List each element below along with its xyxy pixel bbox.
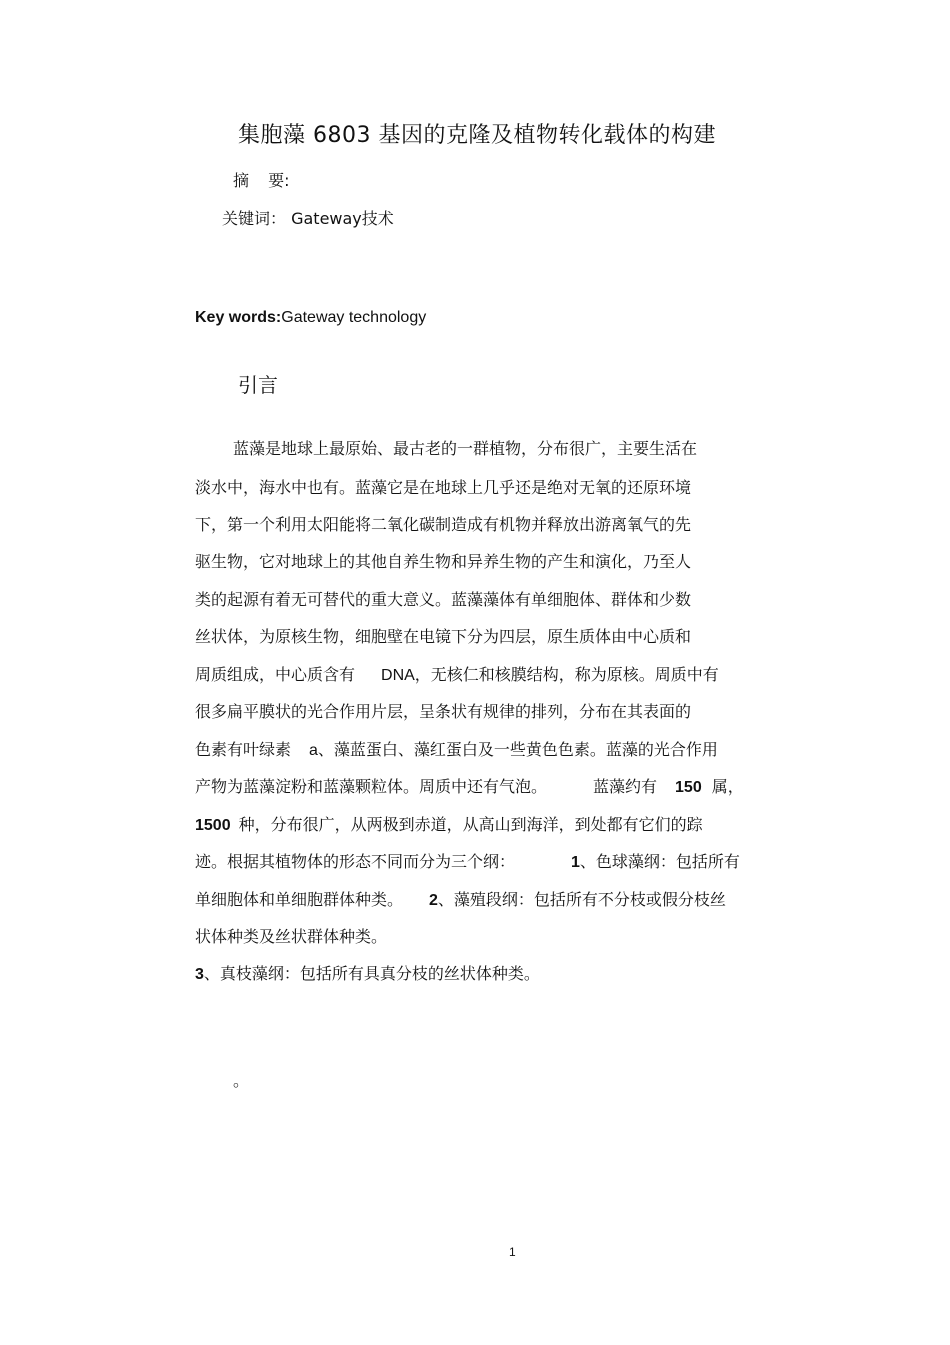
body-line: 驱生物，它对地球上的其他自养生物和异养生物的产生和演化，乃至人: [195, 552, 692, 571]
body-line: 迹。根据其植物体的形态不同而分为三个纲： 1、色球藻纲：包括所有: [195, 852, 740, 871]
body-line: 3、真枝藻纲：包括所有具真分枝的丝状体种类。: [195, 964, 540, 983]
keywords-english-label: Key words:: [195, 309, 282, 326]
body-line: 1500 种，分布很广，从两极到赤道，从高山到海洋，到处都有它们的踪: [195, 815, 703, 834]
body-line: 很多扁平膜状的光合作用片层，呈条状有规律的排列，分布在其表面的: [195, 702, 692, 721]
body-line: 丝状体，为原核生物，细胞壁在电镜下分为四层，原生质体由中心质和: [195, 627, 692, 646]
body-line: 单细胞体和单细胞群体种类。 2、藻殖段纲：包括所有不分枝或假分枝丝: [195, 890, 726, 909]
body-line: 周质组成，中心质含有 DNA，无核仁和核膜结构，称为原核。周质中有: [195, 665, 719, 684]
keywords-chinese: 关键词： Gateway技术: [222, 209, 394, 228]
body-line: 蓝藻是地球上最原始、最古老的一群植物，分布很广，主要生活在: [233, 439, 698, 458]
body-line: 产物为蓝藻淀粉和蓝藻颗粒体。周质中还有气泡。 蓝藻约有 150 属，: [195, 777, 744, 796]
body-line: 类的起源有着无可替代的重大意义。蓝藻藻体有单细胞体、群体和少数: [195, 590, 692, 609]
keywords-english: [195, 309, 426, 327]
body-line: 色素有叶绿素 a、藻蓝蛋白、藻红蛋白及一些黄色色素。蓝藻的光合作用: [195, 740, 718, 759]
page-number: 1: [509, 1245, 516, 1259]
body-line: 淡水中，海水中也有。蓝藻它是在地球上几乎还是绝对无氧的还原环境: [195, 478, 692, 497]
section-heading: 引言: [238, 373, 278, 397]
body-line: 状体种类及丝状群体种类。: [195, 927, 388, 946]
document-title: 集胞藻 6803 基因的克隆及植物转化载体的构建: [238, 123, 716, 148]
body-line: 下，第一个利用太阳能将二氧化碳制造成有机物并释放出游离氧气的先: [195, 515, 692, 534]
abstract-label: 摘 要:: [233, 171, 290, 190]
end-mark: 。: [233, 1071, 250, 1090]
keywords-english-value: Gateway technology: [281, 309, 427, 326]
